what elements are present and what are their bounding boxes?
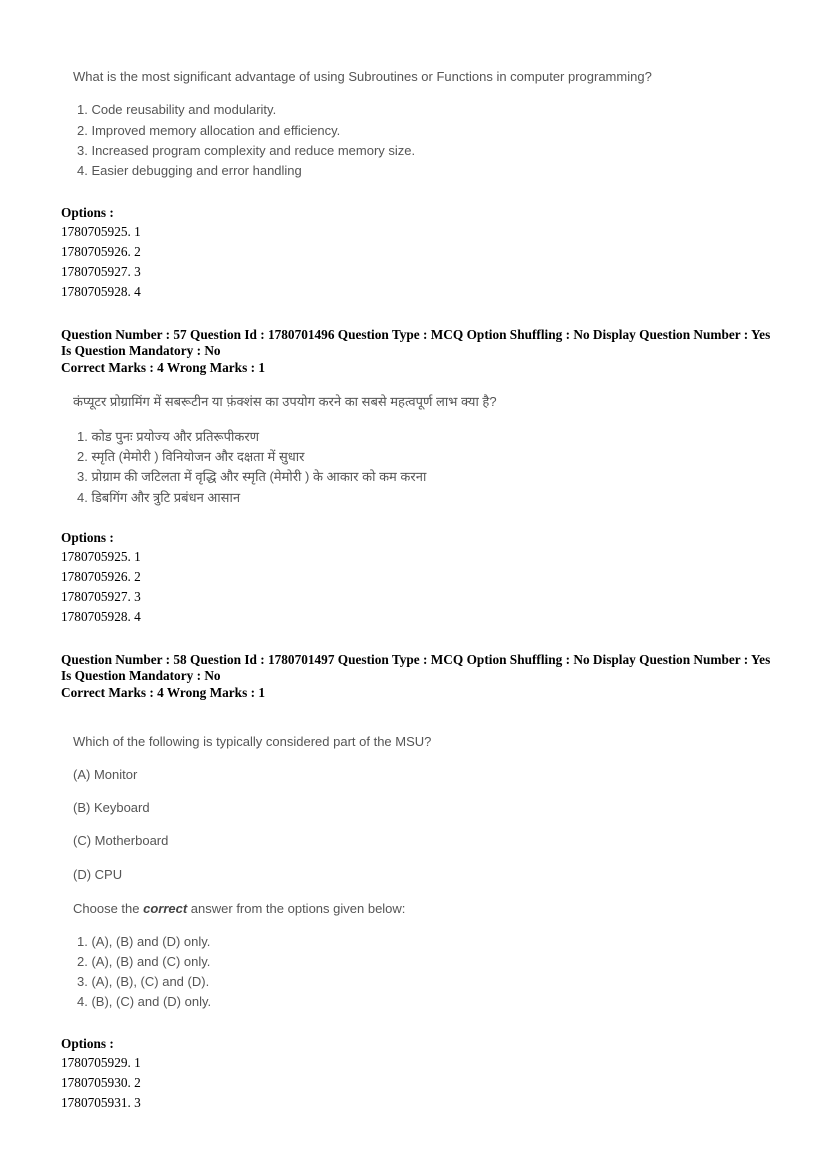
options-label: Options : (61, 205, 114, 220)
option-id: 1780705929. 1 (61, 1055, 141, 1070)
answer-instruction (73, 901, 405, 916)
choice-item: 2. Improved memory allocation and efficiency. (77, 123, 341, 138)
question-meta: Question Number : 57 Question Id : 1780701496 Question Type : MCQ Option Shuffling : No Display Question Number : Yes (61, 327, 771, 342)
choice-item: 1. कोड पुनः प्रयोज्य और प्रतिरूपीकरण (77, 429, 260, 444)
options-label: Options : (61, 530, 114, 545)
question-text: What is the most significant advantage of using Subroutines or Functions in computer programming? (73, 69, 652, 84)
option-id: 1780705928. 4 (61, 284, 141, 299)
statement-item: (D) CPU (73, 867, 123, 882)
options-label: Options : (61, 1036, 114, 1051)
question-mandatory: Is Question Mandatory : No (61, 343, 221, 358)
option-id: 1780705931. 3 (61, 1095, 141, 1110)
statement-item: (C) Motherboard (73, 833, 169, 848)
choice-item: 2. स्मृति (मेमोरी ) विनियोजन और दक्षता में सुधार (77, 449, 305, 464)
statement-item: (B) Keyboard (73, 800, 150, 815)
choice-item: 3. Increased program complexity and reduce memory size. (77, 143, 416, 158)
choice-item: 1. (A), (B) and (D) only. (77, 934, 211, 949)
choice-item: 4. डिबगिंग और त्रुटि प्रबंधन आसान (77, 490, 241, 505)
instruction-suffix: answer from the options given below: (187, 901, 406, 916)
question-meta: Question Number : 58 Question Id : 1780701497 Question Type : MCQ Option Shuffling : No Display Question Number : Yes (61, 652, 771, 667)
choice-item: 3. (A), (B), (C) and (D). (77, 974, 210, 989)
option-id: 1780705925. 1 (61, 224, 141, 239)
option-id: 1780705926. 2 (61, 569, 141, 584)
question-marks: Correct Marks : 4 Wrong Marks : 1 (61, 685, 265, 700)
instruction-emphasis: correct (143, 901, 188, 916)
option-id: 1780705927. 3 (61, 589, 141, 604)
instruction-prefix: Choose the (73, 901, 144, 916)
statement-item: (A) Monitor (73, 767, 138, 782)
question-text: कंप्यूटर प्रोग्रामिंग में सबरूटीन या फ़ंक्शंस का उपयोग करने का सबसे महत्वपूर्ण लाभ क्या है? (73, 394, 497, 409)
question-mandatory: Is Question Mandatory : No (61, 668, 221, 683)
choice-item: 2. (A), (B) and (C) only. (77, 954, 211, 969)
option-id: 1780705925. 1 (61, 549, 141, 564)
question-marks: Correct Marks : 4 Wrong Marks : 1 (61, 360, 265, 375)
choice-item: 1. Code reusability and modularity. (77, 102, 277, 117)
option-id: 1780705927. 3 (61, 264, 141, 279)
option-id: 1780705928. 4 (61, 609, 141, 624)
option-id: 1780705926. 2 (61, 244, 141, 259)
choice-item: 3. प्रोग्राम की जटिलता में वृद्धि और स्मृति (मेमोरी ) के आकार को कम करना (77, 469, 427, 484)
question-text: Which of the following is typically considered part of the MSU? (73, 734, 432, 749)
choice-item: 4. (B), (C) and (D) only. (77, 994, 212, 1009)
option-id: 1780705930. 2 (61, 1075, 141, 1090)
choice-item: 4. Easier debugging and error handling (77, 163, 302, 178)
